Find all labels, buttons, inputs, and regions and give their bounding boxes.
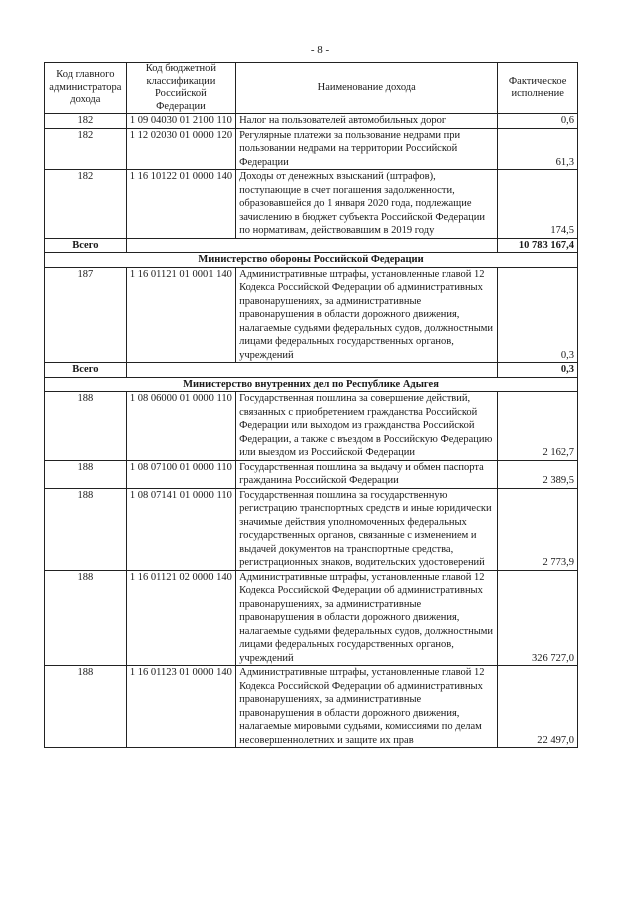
page-number: - 8 -	[310, 44, 330, 56]
income-table	[44, 62, 578, 748]
table-row	[45, 666, 578, 748]
budget-code-cell: 1 08 07100 01 0000 110	[126, 460, 235, 488]
budget-code-cell: 1 08 06000 01 0000 110	[126, 392, 235, 461]
table-row	[45, 488, 578, 570]
income-name-cell: Государственная пошлина за совершение действий, связанных с приобретением гражданства Российской Федерации или выходом из гражданства Российской Федерации, а также с въездом в Российскую Федерацию или выездом из Российской Федерации	[236, 392, 498, 461]
income-name-cell: Административные штрафы, установленные главой 12 Кодекса Российской Федерации об административных правонарушениях, за административные правонарушения в области дорожного движения, налагаемые мировыми судьями, комиссиями по делам несовершеннолетних и защите их прав	[236, 666, 498, 748]
header-admin-code: Код главного администратора дохода	[45, 63, 127, 114]
table-row	[45, 570, 578, 666]
table-row	[45, 128, 578, 170]
budget-code-cell: 1 08 07141 01 0000 110	[126, 488, 235, 570]
admin-code-cell: 187	[45, 267, 127, 363]
admin-code-cell: 182	[45, 114, 127, 129]
total-amount: 0,3	[498, 363, 578, 378]
admin-code-cell: 182	[45, 128, 127, 170]
amount-cell: 0,3	[498, 267, 578, 363]
amount-cell: 22 497,0	[498, 666, 578, 748]
amount-cell: 2 389,5	[498, 460, 578, 488]
amount-cell: 2 162,7	[498, 392, 578, 461]
total-empty	[126, 238, 498, 253]
section-header-row	[45, 377, 578, 392]
table-body	[45, 114, 578, 748]
admin-code-cell: 188	[45, 488, 127, 570]
amount-cell: 61,3	[498, 128, 578, 170]
table-header-row	[45, 63, 578, 114]
admin-code-cell: 188	[45, 460, 127, 488]
section-title: Министерство внутренних дел по Республике Адыгея	[45, 377, 578, 392]
total-empty	[126, 363, 498, 378]
total-row	[45, 238, 578, 253]
header-budget-code: Код бюджетной классификации Российской Федерации	[126, 63, 235, 114]
income-name-cell: Государственная пошлина за выдачу и обмен паспорта гражданина Российской Федерации	[236, 460, 498, 488]
income-name-cell: Государственная пошлина за государственную регистрацию транспортных средств и иные юридически значимые действия уполномоченных федеральных государственных органов, связанные с изменением и выдачей документов на транспортные средства, регистрационных знаков, водительских удостоверений	[236, 488, 498, 570]
income-name-cell: Доходы от денежных взысканий (штрафов), поступающие в счет погашения задолженности, образовавшейся до 1 января 2020 года, подлежащие зачислению в бюджет субъекта Российской Федерации по нормативам, действовавшим в 2019 году	[236, 170, 498, 239]
amount-cell: 174,5	[498, 170, 578, 239]
amount-cell: 326 727,0	[498, 570, 578, 666]
total-amount: 10 783 167,4	[498, 238, 578, 253]
header-income-name: Наименование дохода	[236, 63, 498, 114]
amount-cell: 2 773,9	[498, 488, 578, 570]
total-label: Всего	[45, 363, 127, 378]
table-row	[45, 170, 578, 239]
table-row	[45, 267, 578, 363]
budget-code-cell: 1 16 01121 01 0001 140	[126, 267, 235, 363]
income-name-cell: Налог на пользователей автомобильных дорог	[236, 114, 498, 129]
admin-code-cell: 182	[45, 170, 127, 239]
total-row	[45, 363, 578, 378]
admin-code-cell: 188	[45, 392, 127, 461]
income-name-cell: Административные штрафы, установленные главой 12 Кодекса Российской Федерации об административных правонарушениях, за административные правонарушения в области дорожного движения, налагаемые судьями федеральных судов, должностными лицами федеральных государственных органов, учреждений	[236, 570, 498, 666]
table-row	[45, 392, 578, 461]
income-name-cell: Административные штрафы, установленные главой 12 Кодекса Российской Федерации об административных правонарушениях, за административные правонарушения в области дорожного движения, налагаемые судьями федеральных судов, должностными лицами федеральных государственных органов, учреждений	[236, 267, 498, 363]
table-row	[45, 460, 578, 488]
section-title: Министерство обороны Российской Федерации	[45, 253, 578, 268]
budget-code-cell: 1 16 10122 01 0000 140	[126, 170, 235, 239]
budget-code-cell: 1 16 01123 01 0000 140	[126, 666, 235, 748]
admin-code-cell: 188	[45, 570, 127, 666]
header-actual: Фактическое исполнение	[498, 63, 578, 114]
admin-code-cell: 188	[45, 666, 127, 748]
section-header-row	[45, 253, 578, 268]
budget-code-cell: 1 16 01121 02 0000 140	[126, 570, 235, 666]
budget-code-cell: 1 12 02030 01 0000 120	[126, 128, 235, 170]
budget-code-cell: 1 09 04030 01 2100 110	[126, 114, 235, 129]
income-name-cell: Регулярные платежи за пользование недрами при пользовании недрами на территории Российской Федерации	[236, 128, 498, 170]
amount-cell: 0,6	[498, 114, 578, 129]
table-row	[45, 114, 578, 129]
total-label: Всего	[45, 238, 127, 253]
